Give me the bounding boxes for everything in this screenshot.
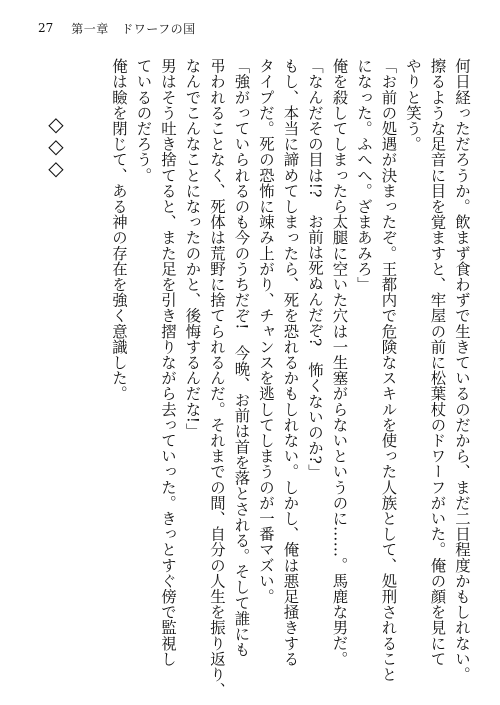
text-line: 「なんだその目は!? お前は死ぬんだぞ? 怖くないのか?」 <box>306 58 324 480</box>
text-line: タイプだ。死の恐怖に竦み上がり、チャンスを逃してしまうのが一番マズい。 <box>257 58 275 604</box>
running-header <box>38 18 196 38</box>
text-line: もし、本当に諦めてしまったら、死を恐れるかもしれない。しかし、俺は悪足掻きする <box>281 58 300 667</box>
text-line: やりと笑う。 <box>404 58 422 152</box>
text-line: ているのだろう。 <box>134 58 153 183</box>
text-line: 何日経っただろうか。飲まず食わずで生きているのだから、まだ二日程度かもしれない。 <box>453 58 471 682</box>
chapter-title: 第一章 ドワーフの国 <box>71 21 196 36</box>
text-line: 「強がっていられるのも今のうちだぞ! 今晩、お前は首を落とされる。そして誰にも <box>232 58 251 658</box>
text-line: になった。ふへへ。ざまあみろ」 <box>355 58 373 292</box>
text-line: 「お前の処遇が決まったぞ。王都内で危険なスキルを使った人族として、処刑されること <box>379 58 398 682</box>
text-line: 俺は瞼を閉じて、ある神の存在を強く意識した。 <box>110 58 128 402</box>
section-break-ornament: ◇◇◇ <box>44 112 68 178</box>
page-number: 27 <box>38 21 54 35</box>
text-line: 男はそう吐き捨てると、また足を引き摺りながら去っていった。きっとすぐ傍で監視し <box>159 58 177 667</box>
body-text <box>107 58 475 698</box>
text-line: 擦るような足音に目を覚ますと、牢屋の前に松葉杖のドワーフがいた。俺の顔を見にて <box>428 58 447 667</box>
text-line: なんでこんなことになったのかと、後悔するんだな!」 <box>183 58 202 439</box>
text-line: 俺を殺してしまったら太腿に空いた穴は一生塞がらないというのに……。馬鹿な男だ。 <box>330 58 349 667</box>
text-line: 弔われることなく、死体は荒野に捨てられるんだ。それまでの間、自分の人生を振り返り、 <box>208 58 226 698</box>
